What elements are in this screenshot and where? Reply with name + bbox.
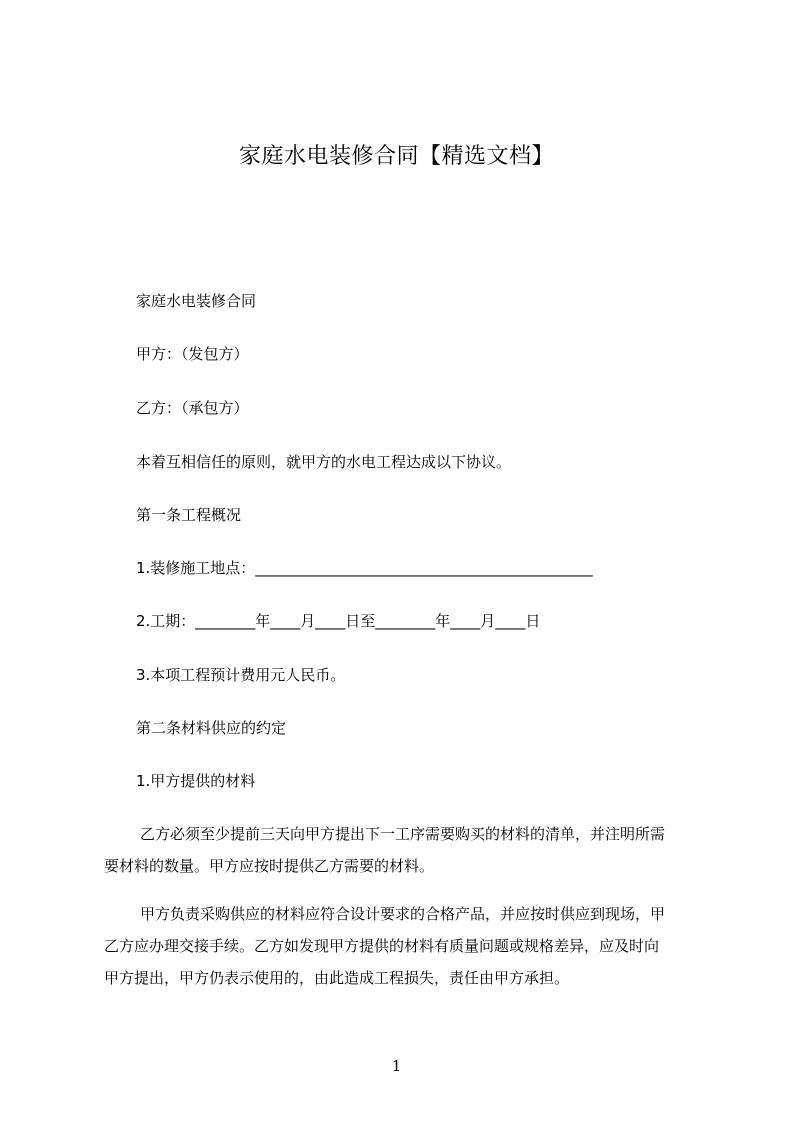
page-number: 1: [391, 1057, 402, 1075]
paragraph-row: 要材料的数量。甲方应按时提供乙方需要的材料。: [104, 857, 435, 875]
item-party-a-materials: 1.甲方提供的材料: [136, 772, 256, 790]
contract-heading: 家庭水电装修合同: [136, 292, 257, 310]
item-location-line: 1.装修施工地点：_____________________________________________: [136, 559, 593, 577]
party-a-line: 甲方：（发包方）: [136, 345, 249, 363]
intro-line: 本着互相信任的原则，就甲方的水电工程达成以下协议。: [136, 453, 512, 471]
document-title: 家庭水电装修合同【精选文档】: [238, 144, 554, 169]
paragraph-row: 乙方应办理交接手续。乙方如发现甲方提供的材料有质量问题或规格差异，应及时向: [104, 937, 660, 955]
paragraph-row: 甲方提出，甲方仍表示使用的，由此造成工程损失，责任由甲方承担。: [104, 969, 570, 987]
paragraph-row: 乙方必须至少提前三天向甲方提出下一工序需要购买的材料的清单，并注明所需: [140, 825, 666, 843]
paragraph-row: 甲方负责采购供应的材料应符合设计要求的合格产品，并应按时供应到现场，甲: [140, 905, 666, 923]
article-1-title: 第一条工程概况: [136, 506, 242, 524]
article-2-title: 第二条材料供应的约定: [136, 719, 287, 737]
item-duration-line: 2.工期：________年____月____日至________年____月____日: [136, 612, 541, 630]
paragraph-material-supply: [104, 898, 700, 994]
paragraph-material-list: [104, 818, 700, 882]
party-b-line: 乙方：（承包方）: [136, 399, 249, 417]
item-cost-line: 3.本项工程预计费用元人民币。: [136, 666, 346, 684]
